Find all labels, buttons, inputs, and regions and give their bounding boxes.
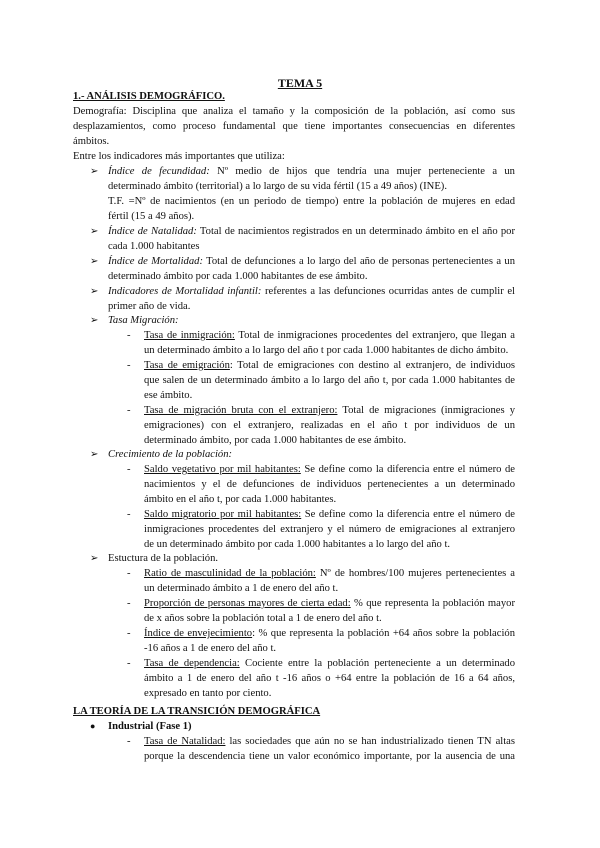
sub-item <box>144 358 515 373</box>
intro-lead: Entre los indicadores más importantes que utiliza: <box>73 151 285 162</box>
dash-bullet-icon: - <box>127 405 131 416</box>
sub-item <box>144 734 515 749</box>
sub-term: Saldo vegetativo por mil habitantes: <box>144 464 301 475</box>
sub-term: Saldo migratorio por mil habitantes: <box>144 509 302 520</box>
sub-text: Total de migraciones (inmigraciones y <box>337 405 516 416</box>
arrow-bullet-icon: ➢ <box>90 449 99 460</box>
sub-text: nacimientos y el de defunciones de individuos pertenecientes a un determinado <box>144 479 515 490</box>
intro-line: desplazamientos, como proceso fundamental que tiene importantes consecuencias en diferentes <box>73 121 515 132</box>
sub-text: ese ámbito. <box>144 390 193 401</box>
sub-text: Se define como la diferencia entre el número de <box>301 509 515 520</box>
item-term: Índice de fecundidad: <box>108 166 210 177</box>
list-item <box>108 164 515 179</box>
arrow-bullet-icon: ➢ <box>90 553 99 564</box>
sub-item <box>144 596 515 611</box>
section-heading: LA TEORÍA DE LA TRANSICIÓN DEMOGRÁFICA <box>73 706 321 717</box>
dash-bullet-icon: - <box>127 464 131 475</box>
item-term: Crecimiento de la población: <box>108 449 233 460</box>
sub-term: Tasa de dependencia: <box>144 658 240 669</box>
sub-text: Cociente entre la población perteneciente a un determinado <box>239 658 515 669</box>
item-text: cada 1.000 habitantes <box>108 241 200 252</box>
item-text: determinado ámbito (territorial) a lo largo de su vida fértil (15 a 49 años) (INE). <box>108 181 447 192</box>
sub-item <box>144 656 515 671</box>
sub-text: un determinado ámbito a lo largo del año t por cada 1.000 habitantes de dicho ámbito. <box>144 345 509 356</box>
sub-text: un determinado ámbito a 1 de enero del año t. <box>144 583 339 594</box>
list-item <box>108 284 515 299</box>
sub-item <box>144 566 515 581</box>
sub-term: Tasa de emigración <box>144 360 230 371</box>
arrow-bullet-icon: ➢ <box>90 315 99 326</box>
sub-text: porque la descendencia tiene un valor económico importante, por la ausencia de una <box>144 751 515 762</box>
item-term: Índice de Natalidad: <box>108 226 197 237</box>
dash-bullet-icon: - <box>127 628 131 639</box>
sub-item <box>144 507 515 522</box>
sub-text: Nº de hombres/100 mujeres pertenecientes a <box>315 568 515 579</box>
list-item <box>108 254 515 269</box>
item-text: primer año de vida. <box>108 301 191 312</box>
sub-text: expresado en tanto por ciento. <box>144 688 272 699</box>
dash-bullet-icon: - <box>127 568 131 579</box>
sub-text: emigraciones) con el extranjero, realizadas en el año t por individuos de un <box>144 420 515 431</box>
page-title: TEMA 5 <box>277 76 323 90</box>
sub-term: Proporción de personas mayores de cierta edad: <box>144 598 351 609</box>
sub-text: determinado ámbito, por cada 1.000 habitantes de ese ámbito. <box>144 435 407 446</box>
dash-bullet-icon: - <box>127 509 131 520</box>
sub-text: que salen de un determinado ámbito a lo largo del año t, por cada 1.000 habitantes de <box>144 375 515 386</box>
sub-text: -16 años a 1 de enero del año t. <box>144 643 277 654</box>
sub-text: Total de inmigraciones procedentes del extranjero, que llegan a <box>234 330 515 341</box>
item-text: referentes a las defunciones ocurridas antes de cumplir el <box>261 286 515 297</box>
sub-text: las sociedades que aún no se han industrializado tienen TN altas <box>225 736 515 747</box>
sub-text: ámbito en el año t, por cada 1.000 habitantes. <box>144 494 337 505</box>
arrow-bullet-icon: ➢ <box>90 286 99 297</box>
dash-bullet-icon: - <box>127 658 131 669</box>
item-text: Estuctura de la población. <box>108 553 219 564</box>
phase-title: Industrial (Fase 1) <box>108 721 192 732</box>
dash-bullet-icon: - <box>127 736 131 747</box>
item-term: Tasa Migración: <box>108 315 179 326</box>
intro-line: Demografía: Disciplina que analiza el tamaño y la composición de la población, así como sus <box>73 106 515 117</box>
dash-bullet-icon: - <box>127 598 131 609</box>
sub-item <box>144 462 515 477</box>
sub-term: Tasa de migración bruta con el extranjero: <box>144 405 338 416</box>
circle-bullet-icon: ● <box>90 721 96 731</box>
sub-item <box>144 328 515 343</box>
item-term: Indicadores de Mortalidad infantil: <box>108 286 262 297</box>
sub-text: de un determinado ámbito por cada 1.000 habitantes a lo largo del año t. <box>144 539 451 550</box>
item-text: Total de defunciones a lo largo del año de personas pertenecientes a un <box>202 256 515 267</box>
sub-term: Tasa de Natalidad: <box>144 736 226 747</box>
arrow-bullet-icon: ➢ <box>90 256 99 267</box>
item-text: determinado ámbito por cada 1.000 habitantes de ese ámbito. <box>108 271 368 282</box>
list-item <box>108 224 515 239</box>
sub-text: : % que representa la población +64 años sobre la población <box>252 628 515 639</box>
sub-term: Ratio de masculinidad de la población: <box>144 568 316 579</box>
arrow-bullet-icon: ➢ <box>90 166 99 177</box>
sub-text: Se define como la diferencia entre el número de <box>300 464 515 475</box>
item-text: Nº medio de hijos que tendría una mujer perteneciente a un <box>209 166 515 177</box>
sub-term: Índice de envejecimiento <box>144 628 253 639</box>
dash-bullet-icon: - <box>127 330 131 341</box>
dash-bullet-icon: - <box>127 360 131 371</box>
item-term: Índice de Mortalidad: <box>108 256 203 267</box>
arrow-bullet-icon: ➢ <box>90 226 99 237</box>
sub-text: % que representa la población mayor <box>350 598 515 609</box>
sub-term: Tasa de inmigración: <box>144 330 235 341</box>
item-text: T.F. =Nº de nacimientos (en un periodo de tiempo) entre la población de mujeres en edad <box>108 196 515 207</box>
sub-item <box>144 403 515 418</box>
sub-text: inmigraciones procedentes del extranjero y el número de emigraciones al extranjero <box>144 524 515 535</box>
section-heading: 1.- ANÁLISIS DEMOGRÁFICO. <box>73 91 225 102</box>
intro-line: ámbitos. <box>73 136 110 147</box>
sub-text: ámbito a 1 de enero del año t -16 años o +64 entre la población de 16 a 64 años, <box>144 673 515 684</box>
sub-item <box>144 626 515 641</box>
sub-text: : Total de emigraciones con destino al extranjero, de individuos <box>229 360 515 371</box>
item-text: fértil (15 a 49 años). <box>108 211 195 222</box>
item-text: Total de nacimientos registrados en un determinado ámbito en el año por <box>196 226 515 237</box>
sub-text: de x años sobre la población total a 1 de enero del año t. <box>144 613 382 624</box>
